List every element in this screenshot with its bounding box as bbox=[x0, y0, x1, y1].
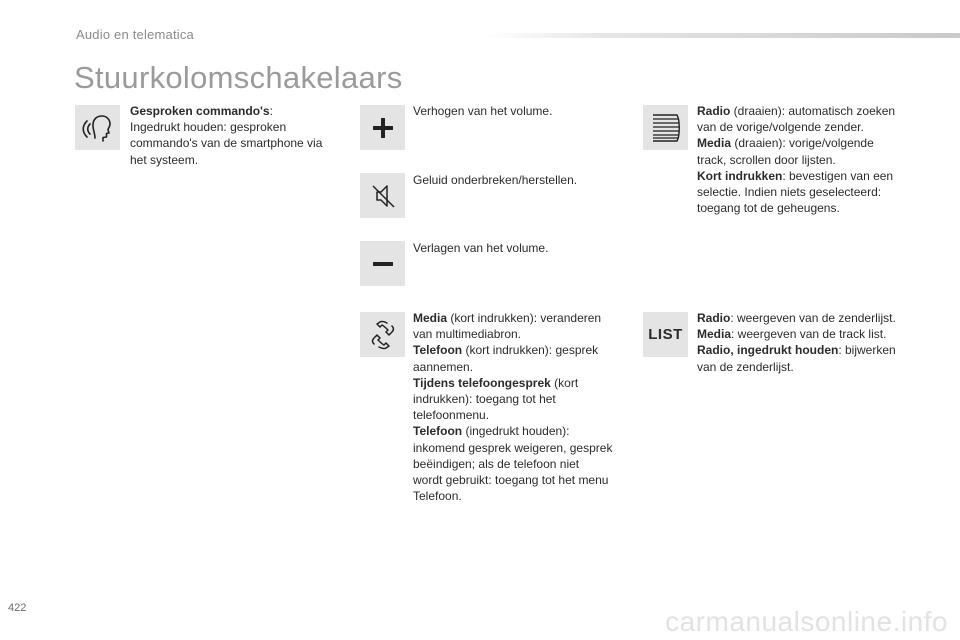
watermark: carmanualsonline.info bbox=[665, 606, 948, 637]
volume-down-description: Verlagen van het volume. bbox=[413, 241, 549, 255]
list-description: Radio: weergeven van de zenderlijst. Media: weergeven van de track list. Radio, ingedrukt houden: bijwerken van de zenderlijst. bbox=[697, 311, 896, 374]
phone-icon-box bbox=[360, 312, 405, 357]
list-button-icon: LIST bbox=[648, 326, 683, 343]
mute-description: Geluid onderbreken/herstellen. bbox=[413, 173, 578, 187]
thumbwheel-icon bbox=[649, 111, 683, 145]
voice-command-icon bbox=[81, 111, 115, 145]
volume-up-description: Verhogen van het volume. bbox=[413, 104, 553, 118]
phone-icon bbox=[368, 320, 398, 350]
header-rule bbox=[486, 33, 960, 38]
minus-icon bbox=[372, 253, 394, 275]
voice-command-icon-box bbox=[75, 105, 120, 150]
voice-command-description: Gesproken commando's: Ingedrukt houden: gesproken commando's van de smartphone via het systeem. bbox=[130, 104, 323, 167]
thumbwheel-icon-box bbox=[643, 105, 688, 150]
plus-icon bbox=[372, 117, 394, 139]
volume-up-icon-box bbox=[360, 105, 405, 150]
volume-down-icon-box bbox=[360, 241, 405, 286]
mute-icon-box bbox=[360, 173, 405, 218]
thumbwheel-description: Radio (draaien): automatisch zoeken van de vorige/volgende zender. Media (draaien): vorige/volgende track, scrollen door lijsten. Kort indrukken: bevestigen van een selectie. Indien niets geselecteerd: toegang tot de geheugens. bbox=[697, 104, 896, 216]
phone-description: Media (kort indrukken): veranderen van multimediabron. Telefoon (kort indrukken): gesprek aannemen. Tijdens telefoongesprek (kort indrukken): toegang tot het telefoonmenu. Telefoon (ingedrukt houden): inkomend gesprek weigeren, gesprek beëindigen; als de telefoon niet wordt gebruikt: toegang tot het menu Telefoon. bbox=[413, 311, 613, 504]
page-title: Stuurkolomschakelaars bbox=[74, 60, 403, 95]
list-button-icon-box bbox=[643, 312, 688, 357]
mute-icon bbox=[368, 181, 398, 211]
page-number: 422 bbox=[8, 602, 27, 614]
header-section-title: Audio en telematica bbox=[76, 27, 194, 42]
